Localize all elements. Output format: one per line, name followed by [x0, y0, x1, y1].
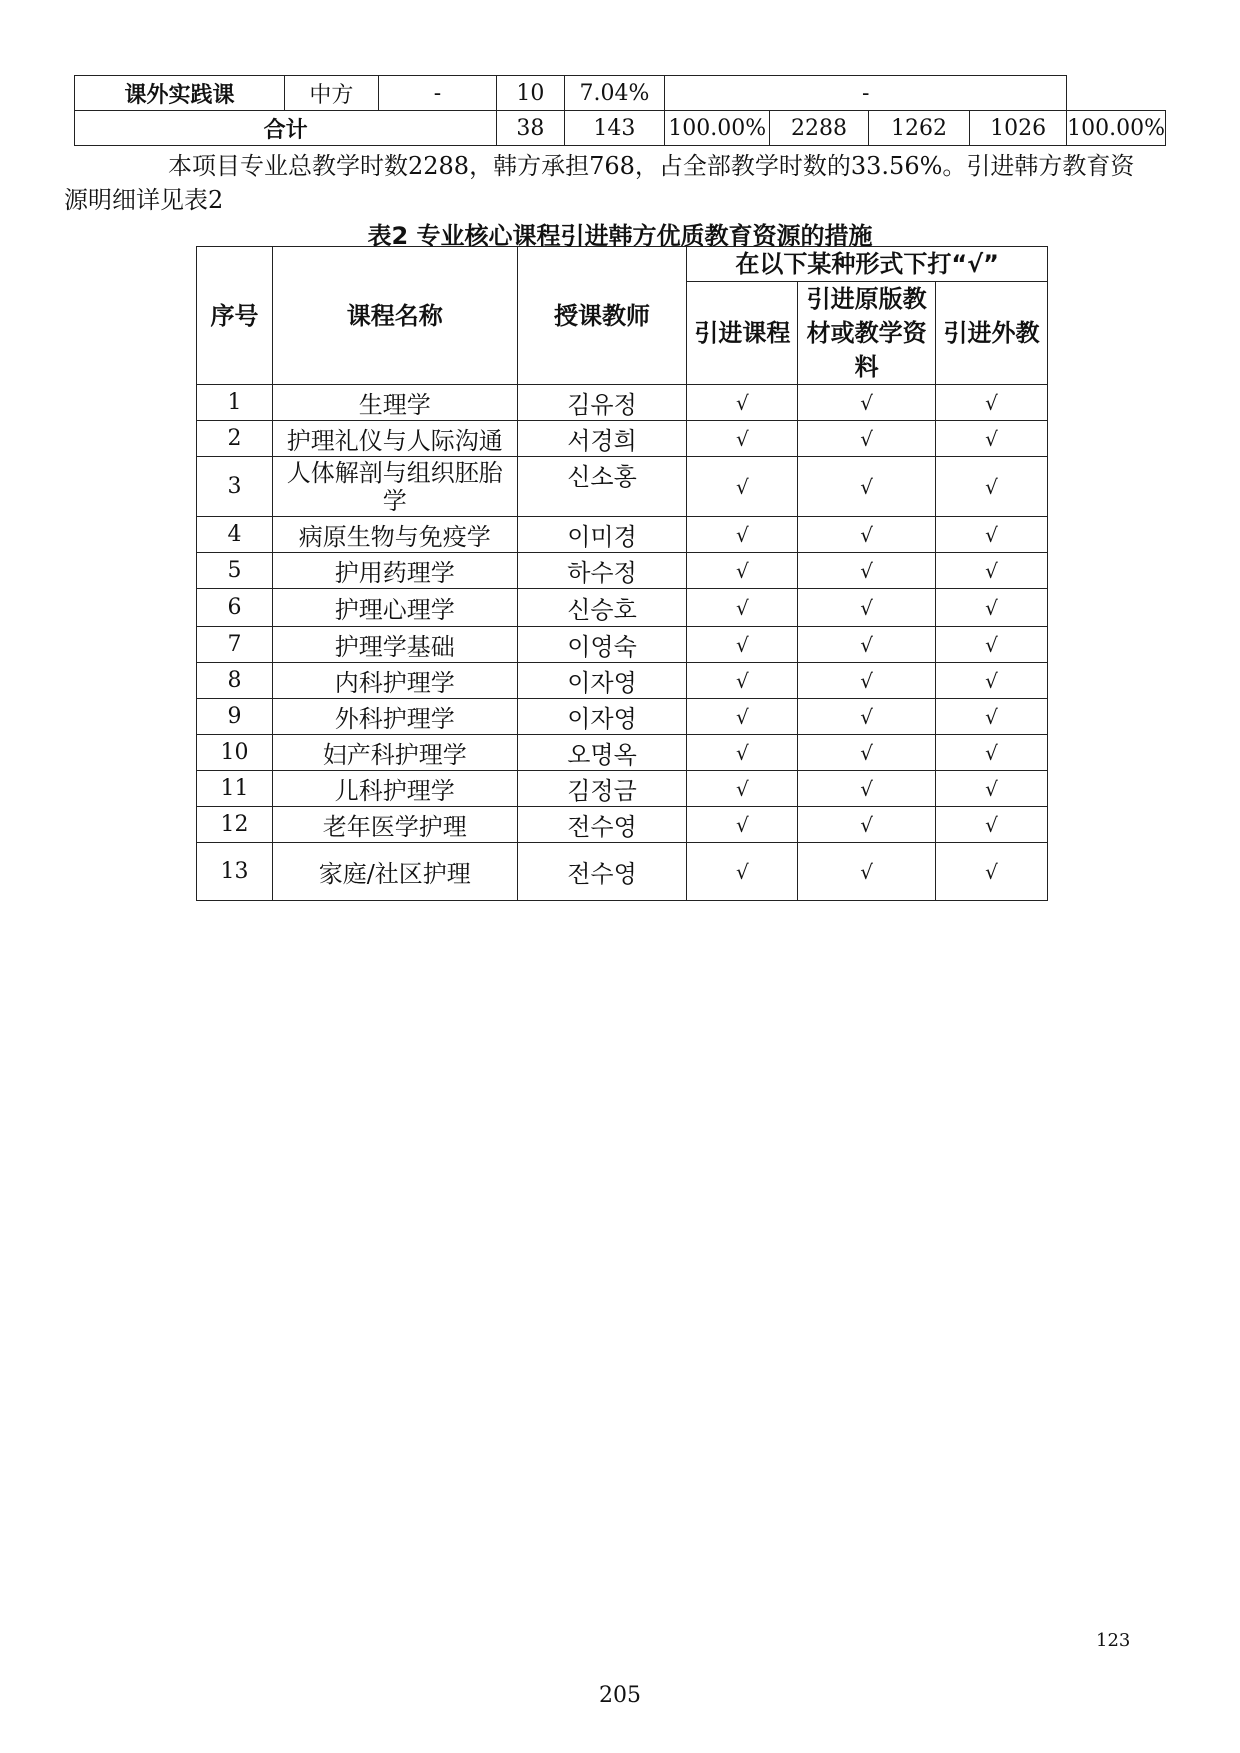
check-mark: √	[687, 627, 798, 663]
check-mark: √	[936, 843, 1048, 901]
check-mark: √	[936, 589, 1048, 627]
check-mark: √	[936, 627, 1048, 663]
course-line: 人体解剖与组织胚胎	[286, 458, 503, 487]
course-cell: 护理礼仪与人际沟通	[272, 421, 517, 457]
check-mark: √	[798, 589, 936, 627]
check-mark: √	[936, 771, 1048, 807]
seq-cell: 12	[197, 807, 273, 843]
course-cell	[272, 457, 517, 517]
teacher-cell: 김정금	[517, 771, 687, 807]
table-cell: -	[378, 76, 497, 111]
check-mark: √	[936, 807, 1048, 843]
table-row	[75, 76, 1166, 111]
check-mark: √	[798, 735, 936, 771]
teacher-cell: 전수영	[517, 807, 687, 843]
check-mark: √	[687, 807, 798, 843]
table-caption: 表2 专业核心课程引进韩方优质教育资源的措施	[367, 222, 873, 250]
table-cell: 1262	[868, 111, 969, 146]
table-row	[197, 421, 1048, 457]
table-row	[197, 699, 1048, 735]
seq-cell: 10	[197, 735, 273, 771]
check-mark: √	[936, 553, 1048, 589]
teacher-cell: 신소홍	[517, 457, 687, 517]
course-cell: 护理心理学	[272, 589, 517, 627]
header-line: 材或教学资	[806, 319, 927, 347]
check-mark: √	[936, 385, 1048, 421]
teacher-cell: 이자영	[517, 699, 687, 735]
check-mark: √	[798, 517, 936, 553]
check-mark: √	[798, 627, 936, 663]
header-line: 引进原版教	[806, 285, 927, 313]
party-cell: 中方	[285, 76, 379, 111]
check-mark: √	[687, 699, 798, 735]
teacher-cell: 전수영	[517, 843, 687, 901]
teacher-cell: 서경희	[517, 421, 687, 457]
check-mark: √	[936, 517, 1048, 553]
seq-cell: 11	[197, 771, 273, 807]
table-row	[75, 111, 1166, 146]
check-mark: √	[798, 843, 936, 901]
check-mark: √	[798, 421, 936, 457]
page-number: 205	[599, 1683, 641, 1708]
table-row	[197, 843, 1048, 901]
table-cell: 1026	[970, 111, 1067, 146]
table-row	[197, 517, 1048, 553]
seq-cell: 7	[197, 627, 273, 663]
course-cell: 护理学基础	[272, 627, 517, 663]
course-cell: 家庭/社区护理	[272, 843, 517, 901]
check-mark: √	[798, 457, 936, 517]
header-import-teacher: 引进外教	[936, 282, 1048, 385]
course-cell: 护用药理学	[272, 553, 517, 589]
seq-cell: 8	[197, 663, 273, 699]
teacher-cell: 이자영	[517, 663, 687, 699]
course-cell: 妇产科护理学	[272, 735, 517, 771]
course-cell: 生理学	[272, 385, 517, 421]
check-mark: √	[798, 663, 936, 699]
check-mark: √	[687, 421, 798, 457]
table-row	[197, 457, 1048, 517]
header-course: 课程名称	[272, 247, 517, 385]
check-mark: √	[798, 385, 936, 421]
seq-cell: 6	[197, 589, 273, 627]
check-mark: √	[936, 735, 1048, 771]
check-mark: √	[687, 457, 798, 517]
total-label-cell: 合计	[75, 111, 497, 146]
seq-cell: 13	[197, 843, 273, 901]
check-mark: √	[798, 553, 936, 589]
check-mark: √	[687, 843, 798, 901]
course-line: 学	[382, 486, 407, 515]
table-cell: 38	[497, 111, 564, 146]
teacher-cell: 이미경	[517, 517, 687, 553]
check-mark: √	[687, 589, 798, 627]
body-paragraph	[64, 149, 1136, 217]
paragraph-line: 本项目专业总教学时数2288，韩方承担768，占全部教学时数的33.56%。引进韩方教育资	[168, 152, 1135, 180]
check-mark: √	[936, 663, 1048, 699]
table-cell: 7.04%	[564, 76, 665, 111]
summary-table	[74, 75, 1166, 146]
seq-cell: 4	[197, 517, 273, 553]
check-mark: √	[936, 699, 1048, 735]
seq-cell: 3	[197, 457, 273, 517]
header-teacher: 授课教师	[517, 247, 687, 385]
paragraph-line: 源明细详见表2	[64, 186, 224, 214]
course-cell: 病原生物与免疫学	[272, 517, 517, 553]
table-cell: 2288	[770, 111, 869, 146]
header-import-course: 引进课程	[687, 282, 798, 385]
table-row	[197, 553, 1048, 589]
check-mark: √	[687, 735, 798, 771]
course-cell: 内科护理学	[272, 663, 517, 699]
seq-cell: 2	[197, 421, 273, 457]
check-mark: √	[936, 421, 1048, 457]
teacher-cell: 오명옥	[517, 735, 687, 771]
check-mark: √	[798, 771, 936, 807]
check-mark: √	[687, 553, 798, 589]
table-row	[197, 771, 1048, 807]
table-row	[197, 589, 1048, 627]
table-row	[197, 663, 1048, 699]
check-mark: √	[687, 771, 798, 807]
table-body	[197, 385, 1048, 901]
teacher-cell: 이영숙	[517, 627, 687, 663]
seq-cell: 9	[197, 699, 273, 735]
check-mark: √	[687, 385, 798, 421]
table-cell: -	[665, 76, 1067, 111]
core-courses-table	[196, 246, 1048, 901]
check-mark: √	[798, 699, 936, 735]
header-group: 在以下某种形式下打“√”	[687, 247, 1048, 282]
check-mark: √	[936, 457, 1048, 517]
course-cell: 老年医学护理	[272, 807, 517, 843]
header-line: 料	[854, 353, 879, 381]
check-mark: √	[687, 663, 798, 699]
table-cell: 143	[564, 111, 665, 146]
table-cell: 100.00%	[665, 111, 770, 146]
header-import-materials	[798, 282, 936, 385]
table-row	[197, 735, 1048, 771]
check-mark: √	[687, 517, 798, 553]
table-row	[197, 627, 1048, 663]
teacher-cell: 하수정	[517, 553, 687, 589]
page-number-small: 123	[1096, 1630, 1131, 1651]
teacher-cell: 신승호	[517, 589, 687, 627]
seq-cell: 5	[197, 553, 273, 589]
seq-cell: 1	[197, 385, 273, 421]
table-row	[197, 385, 1048, 421]
table-cell: 100.00%	[1067, 111, 1166, 146]
header-seq: 序号	[197, 247, 273, 385]
course-cell: 儿科护理学	[272, 771, 517, 807]
course-cell: 外科护理学	[272, 699, 517, 735]
table-header-row	[197, 247, 1048, 282]
teacher-cell: 김유정	[517, 385, 687, 421]
category-cell: 课外实践课	[75, 76, 285, 111]
check-mark: √	[798, 807, 936, 843]
table-cell: 10	[497, 76, 564, 111]
table-row	[197, 807, 1048, 843]
